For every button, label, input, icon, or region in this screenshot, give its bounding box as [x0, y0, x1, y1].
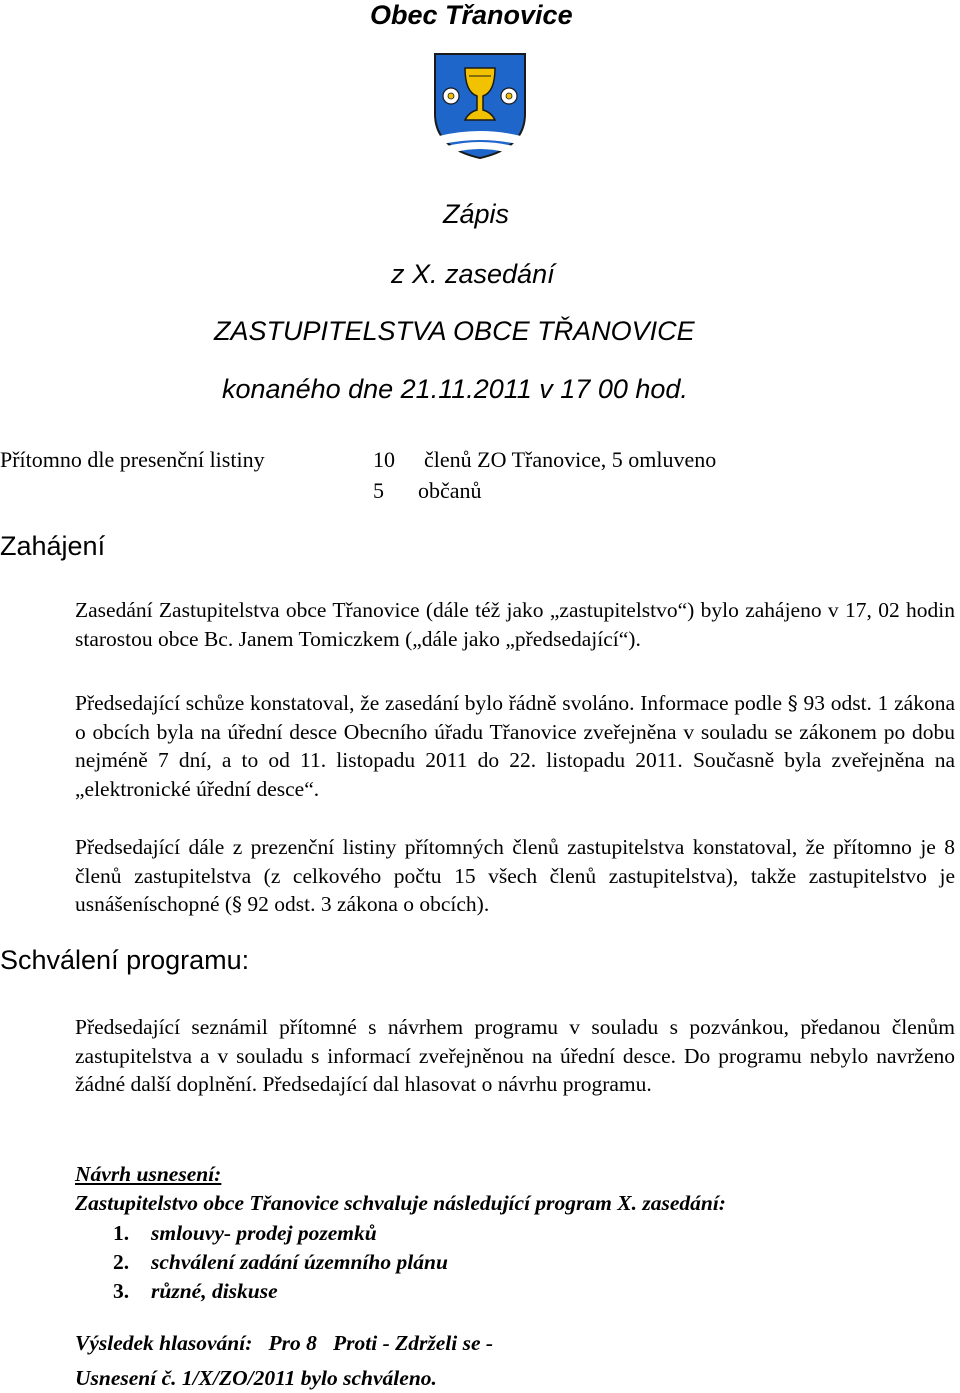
vote-abstain: Zdrželi se -	[395, 1331, 494, 1355]
coat-of-arms-icon	[433, 52, 527, 160]
program-list	[113, 1219, 448, 1306]
attendance-count-citizens: 5	[373, 478, 384, 503]
opening-paragraph-1: Zasedání Zastupitelstva obce Třanovice (dále též jako „zastupitelstvo“) bylo zahájeno v 17, 02 hodin starostou obce Bc. Janem Tomiczkem („dále jako „předsedající“).	[75, 598, 955, 651]
attendance-label: Přítomno dle presenční listiny	[0, 447, 265, 472]
vote-label: Výsledek hlasování:	[75, 1331, 253, 1355]
vote-against: Proti -	[333, 1331, 390, 1355]
opening-paragraph-2-part-a: Předsedající schůze konstatoval, že zasedání bylo řádně svoláno. Informace podle	[75, 691, 788, 715]
list-item-text: schválení zadání územního plánu	[151, 1250, 448, 1274]
doc-title-zapis: Zápis	[443, 199, 510, 229]
resolution-statement: Usnesení č. 1/X/ZO/2011 bylo schváleno.	[75, 1366, 437, 1390]
section-sign: §	[232, 892, 243, 917]
attendance-text-members: členů ZO Třanovice, 5 omluveno	[424, 447, 717, 472]
opening-paragraph-3-part-b: 92 odst. 3 zákona o obcích).	[242, 892, 490, 917]
doc-title-date: konaného dne 21.11.2011 v 17 00 hod.	[222, 374, 688, 404]
doc-title-council: ZASTUPITELSTVA OBCE TŘANOVICE	[214, 316, 695, 346]
opening-paragraph-2	[75, 689, 955, 803]
attendance-text-citizens: občanů	[418, 478, 482, 503]
list-item-text: různé, diskuse	[151, 1279, 278, 1303]
section-heading-opening: Zahájení	[0, 531, 106, 561]
list-item-number: 3.	[113, 1279, 130, 1303]
opening-paragraph-3-part-a: Předsedající dále z prezenční listiny přítomných členů zastupitelstva konstatoval, že přítomno je 8 členů zastupitelstva (z celkového počtu 15 všech členů zastupitelstva), takže zastupitelstvo je usnášeníschopné (	[75, 835, 955, 917]
municipality-title: Obec Třanovice	[370, 0, 573, 30]
proposal-title: Návrh usnesení:	[75, 1162, 222, 1186]
list-item-number: 2.	[113, 1250, 130, 1274]
opening-paragraph-3	[75, 833, 955, 919]
vote-result	[75, 1331, 493, 1356]
section-heading-program: Schválení programu:	[0, 945, 250, 975]
list-item	[113, 1277, 448, 1306]
section-sign: §	[787, 691, 798, 715]
doc-title-session: z X. zasedání	[391, 259, 555, 289]
list-item-number: 1.	[113, 1221, 130, 1245]
proposal-text: Zastupitelstvo obce Třanovice schvaluje následující program X. zasedání:	[75, 1191, 726, 1215]
attendance-count-members: 10	[373, 447, 395, 472]
opening-paragraph-2-part-b: 93 odst. 1 zákona o obcích byla na úřední desce Obecního úřadu Třanovice zveřejněna v souladu se zákonem po dobu nejméně 7 dní, a to od 11. listopadu 2011 do 22. listopadu 2011. Současně byla zveřejněna na „elektronické úřední desce“.	[75, 691, 955, 801]
resolution-proposal	[75, 1160, 726, 1218]
list-item	[113, 1248, 448, 1277]
vote-for: Pro 8	[268, 1331, 317, 1355]
list-item	[113, 1219, 448, 1248]
list-item-text: smlouvy- prodej pozemků	[151, 1221, 377, 1245]
program-paragraph: Předsedající seznámil přítomné s návrhem programu v souladu s pozvánkou, předanou členům zastupitelstva a v souladu s informací zveřejněnou na úřední desce. Do programu nebylo navrženo žádné další doplnění. Předsedající dal hlasovat o návrhu programu.	[75, 1015, 955, 1097]
